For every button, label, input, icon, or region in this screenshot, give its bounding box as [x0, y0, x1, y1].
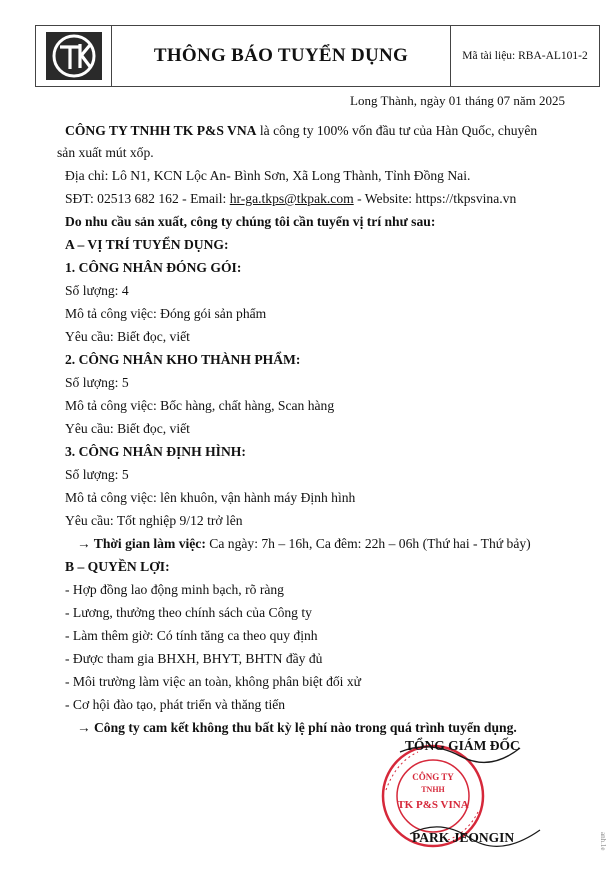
signature-title: TỔNG GIÁM ĐỐC — [405, 738, 520, 753]
benefit-item: - Lương, thưởng theo chính sách của Công ty — [65, 605, 312, 620]
website-text: - Website: https://tkpsvina.vn — [353, 191, 517, 206]
stamp-text-mid: TNHH — [421, 785, 445, 794]
email-link[interactable]: hr-ga.tkps@tkpak.com — [229, 191, 354, 206]
document-header — [35, 25, 600, 87]
benefit-item: - Được tham gia BHXH, BHYT, BHTN đầy đủ — [65, 651, 323, 666]
date-line: Long Thành, ngày 01 tháng 07 năm 2025 — [350, 93, 565, 108]
need-statement: Do nhu cầu sản xuất, công ty chúng tôi cần tuyển vị trí như sau: — [65, 214, 436, 229]
position-description: Mô tả công việc: Bốc hàng, chất hàng, Scan hàng — [65, 398, 335, 413]
company-logo — [45, 31, 103, 81]
position-title: 2. CÔNG NHÂN KHO THÀNH PHẨM: — [65, 352, 301, 367]
position-quantity: Số lượng: 5 — [65, 375, 129, 390]
side-note: anh.1e — [599, 832, 607, 851]
document-code: Mã tài liệu: RBA-AL101-2 — [462, 50, 588, 62]
position-requirement: Yêu cầu: Biết đọc, viết — [65, 329, 190, 344]
stamp-text-name: TK P&S VINA — [397, 799, 469, 811]
position-quantity: Số lượng: 5 — [65, 467, 129, 482]
benefit-item: - Môi trường làm việc an toàn, không phân biệt đối xử — [65, 674, 362, 689]
position-description: Mô tả công việc: lên khuôn, vận hành máy Định hình — [65, 490, 356, 505]
signature-block — [370, 738, 570, 853]
position-title: 3. CÔNG NHÂN ĐỊNH HÌNH: — [65, 444, 246, 459]
company-intro — [57, 120, 580, 164]
benefit-item: - Hợp đồng lao động minh bạch, rõ ràng — [65, 582, 284, 597]
company-contact — [65, 187, 580, 210]
commitment-statement: → Công ty cam kết không thu bất kỳ lệ phí nào trong quá trình tuyển dụng. — [77, 720, 517, 735]
company-intro-text: là công ty 100% vốn đầu tư của Hàn Quốc, chuyên — [256, 123, 538, 138]
position-description: Mô tả công việc: Đóng gói sản phẩm — [65, 306, 267, 321]
benefit-item: - Cơ hội đào tạo, phát triển và thăng tiến — [65, 697, 286, 712]
page-title: THÔNG BÁO TUYỂN DỤNG — [112, 26, 451, 86]
company-name: CÔNG TY TNHH TK P&S VNA — [65, 123, 257, 138]
section-b-heading: B – QUYỀN LỢI: — [65, 559, 170, 574]
company-address: Địa chỉ: Lô N1, KCN Lộc An- Bình Sơn, Xã Long Thành, Tỉnh Đồng Nai. — [65, 168, 471, 183]
position-title: 1. CÔNG NHÂN ĐÓNG GÓI: — [65, 260, 242, 275]
work-time — [65, 532, 580, 555]
company-intro-text-2: sản xuất mút xốp. — [57, 145, 154, 160]
benefit-item: - Làm thêm giờ: Có tính tăng ca theo quy định — [65, 628, 318, 643]
position-requirement: Yêu cầu: Tốt nghiệp 9/12 trở lên — [65, 513, 243, 528]
logo-cell — [36, 26, 112, 86]
position-quantity: Số lượng: 4 — [65, 283, 129, 298]
signer-name: PARK JEONGIN — [412, 830, 515, 845]
work-time-label: → Thời gian làm việc: — [77, 536, 206, 551]
section-a-heading: A – VỊ TRÍ TUYỂN DỤNG: — [65, 237, 229, 252]
stamp-text-top: CÔNG TY — [412, 772, 454, 782]
main-content — [57, 120, 580, 739]
contact-phone: SĐT: 02513 682 162 - Email: — [65, 191, 230, 206]
work-time-value: Ca ngày: 7h – 16h, Ca đêm: 22h – 06h (Thứ hai - Thứ bảy) — [205, 536, 531, 551]
position-requirement: Yêu cầu: Biết đọc, viết — [65, 421, 190, 436]
